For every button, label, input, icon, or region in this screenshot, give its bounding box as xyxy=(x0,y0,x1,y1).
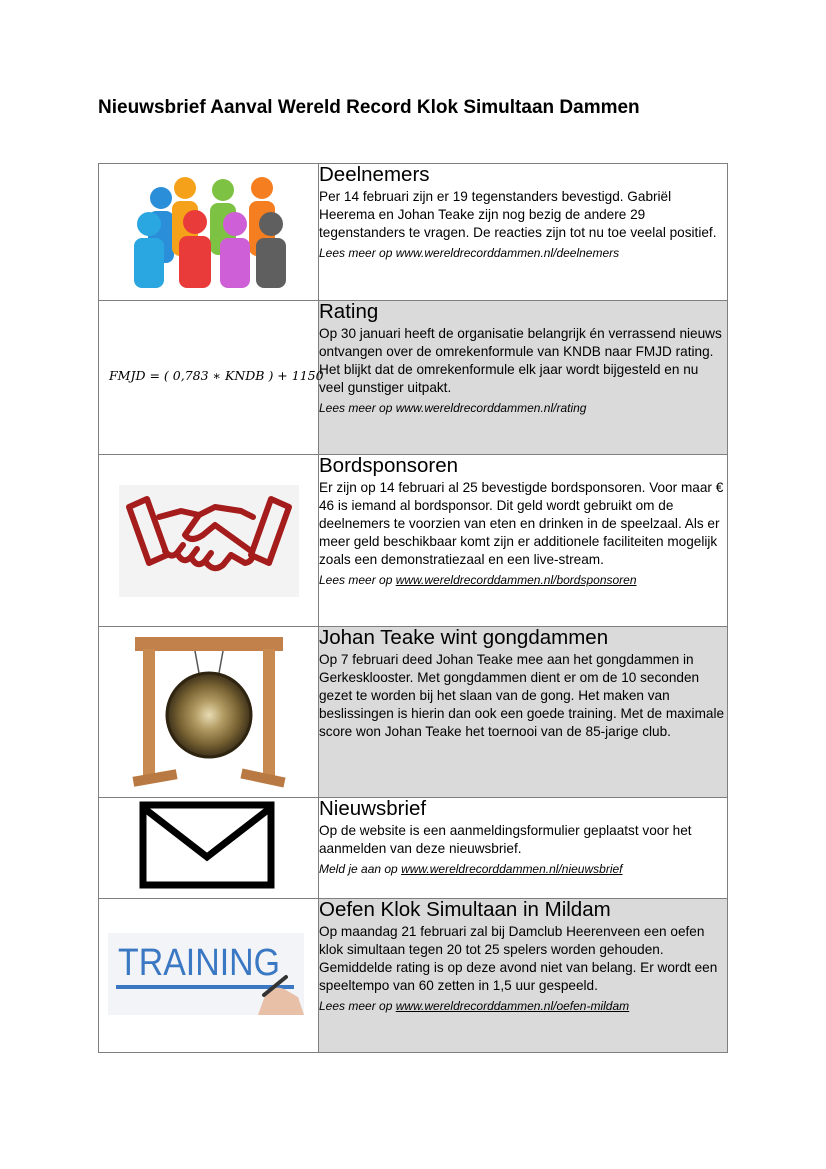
read-more-link[interactable]: www.wereldrecorddammen.nl/oefen-mildam xyxy=(395,999,630,1013)
read-more xyxy=(319,399,727,417)
read-more xyxy=(319,571,727,589)
table-row xyxy=(99,455,728,627)
read-more-prefix: Lees meer op xyxy=(319,246,396,260)
image-cell xyxy=(99,899,319,1053)
row-heading: Johan Teake wint gongdammen xyxy=(319,626,609,649)
read-more-link[interactable]: www.wereldrecorddammen.nl/deelnemers xyxy=(395,246,620,260)
formula-text: FMJD = ( 0,783 ∗ KNDB ) + 1150 xyxy=(109,368,324,383)
text-cell xyxy=(319,301,728,455)
row-body: Op maandag 21 februari zal bij Damclub Heerenveen een oefen klok simultaan tegen 20 tot 25 spelers worden gehouden. Gemiddelde rating is op deze avond niet van belang. Er wordt een speeltempo van 60 zetten in 1,5 uur gespeeld. xyxy=(319,924,718,993)
text-cell xyxy=(319,164,728,301)
row-body: Er zijn op 14 februari al 25 bevestigde bordsponsoren. Voor maar € 46 is iemand al bordsponsor. Dit geld wordt gebruikt om de deelnemers te voorzien van eten en drinken in de speelzaal. Als er meer geld beschikbaar komt zijn er additionele faciliteiten mogelijk zoals een demonstratiezaal en een live-stream. xyxy=(319,480,724,567)
page-title: Nieuwsbrief Aanval Wereld Record Klok Simultaan Dammen xyxy=(98,97,640,118)
image-cell xyxy=(99,301,324,455)
image-cell xyxy=(99,164,319,301)
table-row xyxy=(99,899,728,1053)
table-row xyxy=(99,627,728,798)
row-body: Op 7 februari deed Johan Teake mee aan het gongdammen in Gerkesklooster. Met gongdammen dient er om de 10 seconden gezet te worden bij het slaan van de gong. Het maken van beslissingen is hierin dan ook een goede training. Met de maximale score won Johan Teake het toernooi van de 85-jarige club. xyxy=(319,652,725,739)
image-cell xyxy=(99,455,319,627)
newsletter-table xyxy=(98,163,728,1053)
row-body: Per 14 februari zijn er 19 tegenstanders bevestigd. Gabriël Heerema en Johan Teake zijn nog bezig de andere 29 tegenstanders te vragen. De reacties zijn tot nu toe veelal positief. xyxy=(319,189,717,240)
row-heading: Deelnemers xyxy=(319,163,430,186)
image-cell xyxy=(99,627,319,798)
read-more-prefix: Lees meer op xyxy=(319,999,396,1013)
read-more-link[interactable]: www.wereldrecorddammen.nl/bordsponsoren xyxy=(395,573,637,587)
text-cell xyxy=(319,627,728,798)
read-more-prefix: Lees meer op xyxy=(319,573,396,587)
read-more xyxy=(319,244,727,262)
read-more-prefix: Lees meer op xyxy=(319,401,396,415)
row-heading: Bordsponsoren xyxy=(319,454,459,477)
training-image-text: TRAINING xyxy=(118,942,280,984)
rating-formula-icon xyxy=(109,368,324,383)
row-heading: Oefen Klok Simultaan in Mildam xyxy=(319,898,611,921)
text-cell xyxy=(319,899,728,1053)
text-cell xyxy=(319,455,728,627)
row-heading: Nieuwsbrief xyxy=(319,797,427,820)
table-row xyxy=(99,301,728,455)
gong-icon xyxy=(129,633,289,793)
table-row xyxy=(99,164,728,301)
read-more-link[interactable]: www.wereldrecorddammen.nl/rating xyxy=(395,401,587,415)
envelope-icon xyxy=(139,801,275,889)
text-cell xyxy=(319,798,728,899)
read-more-link[interactable]: www.wereldrecorddammen.nl/nieuwsbrief xyxy=(401,862,623,876)
image-cell xyxy=(99,798,319,899)
row-heading: Rating xyxy=(319,300,379,323)
row-body: Op de website is een aanmeldingsformulier geplaatst voor het aanmelden van deze nieuwsbrief. xyxy=(319,823,692,856)
read-more xyxy=(319,860,727,878)
row-body: Op 30 januari heeft de organisatie belangrijk én verrassend nieuws ontvangen over de omrekenformule van KNDB naar FMJD rating. Het blijkt dat de omrekenformule elk jaar wordt bijgesteld en nu veel gunstiger uitpakt. xyxy=(319,326,722,395)
read-more xyxy=(319,997,727,1015)
read-more-prefix: Meld je aan op xyxy=(319,862,402,876)
people-group-icon xyxy=(123,176,299,288)
table-row xyxy=(99,798,728,899)
handshake-icon xyxy=(119,485,299,597)
training-icon xyxy=(108,933,304,1015)
